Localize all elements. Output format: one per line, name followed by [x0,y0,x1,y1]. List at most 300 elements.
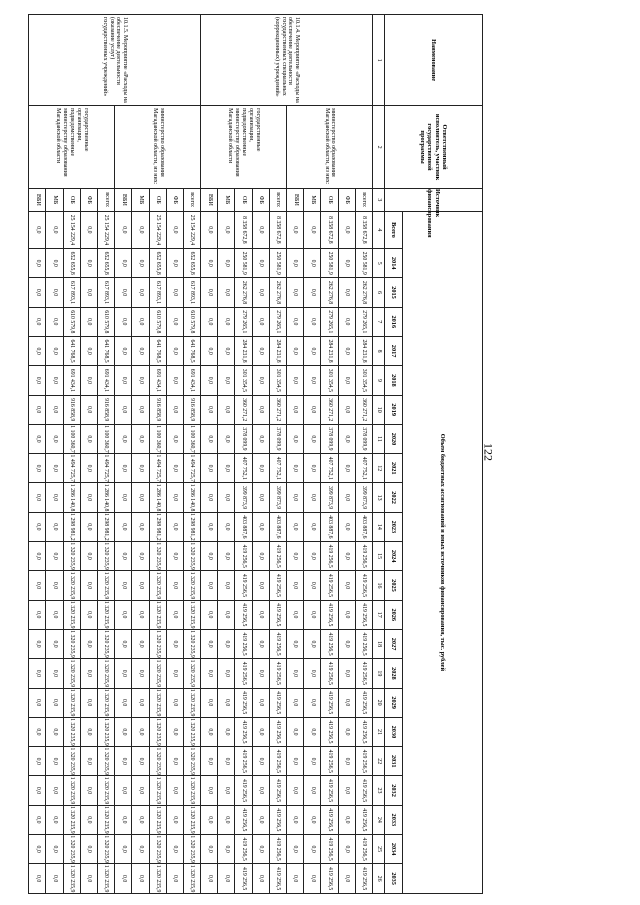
year-value-cell: 1 320 235,9 [149,571,166,600]
year-value-cell: 0,0 [338,278,355,307]
year-value-cell: 1 320 235,9 [63,659,80,688]
header-year: 2016 [385,307,403,336]
year-value-cell: 407 752,1 [235,454,252,483]
year-value-cell: 0,0 [287,278,304,307]
year-value-cell: 0,0 [166,864,183,894]
year-value-cell: 0,0 [29,366,46,395]
year-value-cell: 419 256,5 [235,571,252,600]
header-year: 2022 [385,483,403,512]
year-value-cell: 0,0 [252,571,269,600]
year-value-cell: 0,0 [218,571,235,600]
year-value-cell: 0,0 [166,805,183,834]
year-value-cell: 0,0 [80,776,97,805]
year-value-cell: 360 271,2 [269,395,286,424]
year-value-cell: 419 256,5 [235,659,252,688]
column-number: 3 [373,189,385,212]
year-value-cell: 0,0 [304,688,321,717]
total-cell: 0,0 [252,211,269,248]
year-value-cell: 0,0 [304,805,321,834]
year-value-cell: 0,0 [304,864,321,894]
year-value-cell: 0,0 [166,776,183,805]
year-value-cell: 0,0 [115,747,132,776]
header-year: 2023 [385,512,403,541]
column-number: 7 [373,307,385,336]
year-value-cell: 1 320 235,9 [63,747,80,776]
total-cell: 0,0 [338,211,355,248]
year-value-cell: 419 256,5 [321,629,338,658]
year-value-cell: 0,0 [287,542,304,571]
year-value-cell: 419 256,5 [269,805,286,834]
year-value-cell: 0,0 [252,366,269,395]
year-value-cell: 1 298 981,2 [63,512,80,541]
year-value-cell: 0,0 [46,307,63,336]
year-value-cell: 0,0 [46,278,63,307]
year-value-cell: 360 271,2 [235,395,252,424]
year-value-cell: 419 256,5 [355,717,372,746]
year-value-cell: 1 100 360,7 [149,424,166,453]
year-value-cell: 0,0 [46,336,63,365]
year-value-cell: 0,0 [46,776,63,805]
year-value-cell: 1 320 235,9 [63,835,80,864]
year-value-cell: 0,0 [132,659,149,688]
column-number: 22 [373,747,385,776]
year-value-cell: 419 256,5 [321,600,338,629]
year-value-cell: 0,0 [115,805,132,834]
year-value-cell: 0,0 [201,424,218,453]
year-value-cell: 0,0 [29,571,46,600]
year-value-cell: 0,0 [29,278,46,307]
year-value-cell: 1 320 235,9 [183,571,200,600]
header-source: Источник финансирования [385,189,483,212]
year-value-cell: 0,0 [201,454,218,483]
year-value-cell: 641 768,5 [149,336,166,365]
year-value-cell: 0,0 [29,776,46,805]
column-number: 9 [373,366,385,395]
year-value-cell: 1 320 235,9 [183,659,200,688]
year-value-cell: 1 320 235,9 [98,717,115,746]
year-value-cell: 0,0 [80,307,97,336]
year-value-cell: 0,0 [218,776,235,805]
year-value-cell: 284 231,8 [235,336,252,365]
year-value-cell: 419 256,5 [355,542,372,571]
year-value-cell: 419 256,5 [235,747,252,776]
year-value-cell: 0,0 [338,659,355,688]
year-value-cell: 0,0 [218,805,235,834]
year-value-cell: 419 256,5 [321,542,338,571]
year-value-cell: 0,0 [304,249,321,278]
year-value-cell: 0,0 [218,483,235,512]
year-value-cell: 0,0 [132,336,149,365]
total-cell: 0,0 [166,211,183,248]
year-value-cell: 250 581,9 [321,249,338,278]
header-year: 2029 [385,688,403,717]
header-year: 2031 [385,747,403,776]
header-year: 2032 [385,776,403,805]
year-value-cell: 1 320 235,9 [149,835,166,864]
year-value-cell: 1 320 235,9 [183,542,200,571]
total-cell: 8 358 672,8 [235,211,252,248]
source-cell: ВБИ [29,189,46,212]
year-value-cell: 610 579,8 [63,307,80,336]
year-value-cell: 0,0 [252,747,269,776]
year-value-cell: 0,0 [218,278,235,307]
year-value-cell: 262 276,8 [235,278,252,307]
year-value-cell: 0,0 [304,747,321,776]
year-value-cell: 0,0 [80,629,97,658]
year-value-cell: 0,0 [201,659,218,688]
total-cell: 25 154 229,4 [149,211,166,248]
year-value-cell: 419 256,5 [355,864,372,894]
year-value-cell: 0,0 [252,542,269,571]
source-cell: ОБ [149,189,166,212]
page-number: 122 [481,443,496,461]
year-value-cell: 0,0 [132,835,149,864]
year-value-cell: 0,0 [132,600,149,629]
year-value-cell: 399 873,9 [235,483,252,512]
year-value-cell: 419 256,5 [355,805,372,834]
year-value-cell: 419 256,5 [355,659,372,688]
source-cell: всего: [183,189,200,212]
year-value-cell: 0,0 [338,747,355,776]
year-value-cell: 419 256,5 [235,864,252,894]
year-value-cell: 1 320 235,9 [149,717,166,746]
year-value-cell: 1 320 235,9 [183,717,200,746]
year-value-cell: 0,0 [29,805,46,834]
year-value-cell: 1 320 235,9 [149,629,166,658]
year-value-cell: 0,0 [80,864,97,894]
year-value-cell: 0,0 [115,483,132,512]
executor-cell: министерство образования Магаданской области, из них: [115,106,201,189]
year-value-cell: 0,0 [338,600,355,629]
year-value-cell: 0,0 [46,629,63,658]
header-year: 2033 [385,805,403,834]
year-value-cell: 0,0 [218,336,235,365]
year-value-cell: 691 434,1 [149,366,166,395]
year-value-cell: 610 579,8 [98,307,115,336]
year-value-cell: 0,0 [46,600,63,629]
year-value-cell: 0,0 [166,542,183,571]
year-value-cell: 1 298 981,2 [149,512,166,541]
year-value-cell: 419 256,5 [269,835,286,864]
header-executor: Ответственный исполнитель, участник государственной программы [385,106,483,189]
year-value-cell: 0,0 [287,512,304,541]
header-year: 2035 [385,864,403,894]
source-cell: МБ [46,189,63,212]
year-value-cell: 610 579,8 [149,307,166,336]
year-value-cell: 0,0 [166,571,183,600]
year-value-cell: 0,0 [304,512,321,541]
year-value-cell: 0,0 [166,717,183,746]
year-value-cell: 378 099,9 [235,424,252,453]
year-value-cell: 1 320 235,9 [98,600,115,629]
header-year: 2028 [385,659,403,688]
year-value-cell: 1 320 235,9 [98,835,115,864]
header-year: 2019 [385,395,403,424]
year-value-cell: 0,0 [287,336,304,365]
column-number: 2 [373,106,385,189]
year-value-cell: 0,0 [115,835,132,864]
year-value-cell: 378 099,9 [321,424,338,453]
header-year: 2030 [385,717,403,746]
year-value-cell: 0,0 [166,454,183,483]
year-value-cell: 419 256,5 [235,776,252,805]
year-value-cell: 0,0 [201,571,218,600]
year-value-cell: 1 494 725,7 [183,454,200,483]
year-value-cell: 419 256,5 [235,600,252,629]
year-value-cell: 1 320 235,9 [98,542,115,571]
year-value-cell: 0,0 [201,776,218,805]
year-value-cell: 0,0 [80,805,97,834]
year-value-cell: 0,0 [252,629,269,658]
year-value-cell: 0,0 [287,395,304,424]
year-value-cell: 0,0 [29,512,46,541]
year-value-cell: 0,0 [338,395,355,424]
year-value-cell: 0,0 [201,747,218,776]
year-value-cell: 0,0 [338,571,355,600]
year-value-cell: 0,0 [201,864,218,894]
year-value-cell: 0,0 [29,717,46,746]
year-value-cell: 0,0 [304,424,321,453]
year-value-cell: 419 256,5 [355,835,372,864]
year-value-cell: 0,0 [132,688,149,717]
source-cell: ОБ [235,189,252,212]
year-value-cell: 419 256,5 [235,629,252,658]
header-year: 2026 [385,600,403,629]
year-value-cell: 0,0 [46,688,63,717]
column-number: 12 [373,454,385,483]
year-value-cell: 419 256,5 [355,629,372,658]
year-value-cell: 378 099,9 [269,424,286,453]
year-value-cell: 610 579,8 [183,307,200,336]
year-value-cell: 652 655,8 [149,249,166,278]
year-value-cell: 1 298 981,2 [183,512,200,541]
year-value-cell: 641 768,5 [183,336,200,365]
year-value-cell: 403 887,6 [269,512,286,541]
year-value-cell: 0,0 [166,512,183,541]
year-value-cell: 419 256,5 [235,805,252,834]
year-value-cell: 1 286 140,8 [183,483,200,512]
year-value-cell: 0,0 [80,424,97,453]
year-value-cell: 0,0 [218,366,235,395]
column-number: 11 [373,424,385,453]
year-value-cell: 0,0 [29,600,46,629]
year-value-cell: 0,0 [46,542,63,571]
year-value-cell: 0,0 [166,249,183,278]
year-value-cell: 0,0 [166,747,183,776]
year-value-cell: 284 231,8 [321,336,338,365]
source-cell: ВБИ [201,189,218,212]
year-value-cell: 0,0 [304,278,321,307]
header-year: 2015 [385,278,403,307]
year-value-cell: 403 887,6 [321,512,338,541]
year-value-cell: 617 893,1 [149,278,166,307]
year-value-cell: 652 655,8 [63,249,80,278]
year-value-cell: 0,0 [29,454,46,483]
year-value-cell: 419 256,5 [355,747,372,776]
year-value-cell: 0,0 [46,454,63,483]
header-year: 2024 [385,542,403,571]
header-year: 2017 [385,336,403,365]
year-value-cell: 0,0 [80,483,97,512]
year-value-cell: 0,0 [287,747,304,776]
year-value-cell: 0,0 [29,864,46,894]
year-value-cell: 0,0 [80,835,97,864]
year-value-cell: 0,0 [80,512,97,541]
column-number: 18 [373,629,385,658]
year-value-cell: 0,0 [304,336,321,365]
year-value-cell: 0,0 [252,717,269,746]
year-value-cell: 0,0 [218,395,235,424]
year-value-cell: 0,0 [29,542,46,571]
year-value-cell: 916 858,9 [149,395,166,424]
year-value-cell: 262 276,8 [355,278,372,307]
year-value-cell: 0,0 [338,512,355,541]
year-value-cell: 1 320 235,9 [98,659,115,688]
year-value-cell: 1 286 140,8 [149,483,166,512]
year-value-cell: 0,0 [115,688,132,717]
year-value-cell: 0,0 [338,542,355,571]
year-value-cell: 301 354,5 [235,366,252,395]
year-value-cell: 0,0 [338,629,355,658]
source-cell: МБ [304,189,321,212]
header-total: Всего [385,211,403,248]
year-value-cell: 1 320 235,9 [183,747,200,776]
year-value-cell: 419 256,5 [321,835,338,864]
year-value-cell: 0,0 [115,600,132,629]
year-value-cell: 0,0 [201,629,218,658]
year-value-cell: 0,0 [201,542,218,571]
column-number: 6 [373,278,385,307]
year-value-cell: 0,0 [29,629,46,658]
year-value-cell: 407 752,1 [269,454,286,483]
year-value-cell: 0,0 [287,307,304,336]
year-value-cell: 1 320 235,9 [98,629,115,658]
column-number: 20 [373,688,385,717]
year-value-cell: 0,0 [115,366,132,395]
year-value-cell: 0,0 [252,307,269,336]
total-cell: 8 358 672,8 [321,211,338,248]
header-year: 2034 [385,835,403,864]
year-value-cell: 0,0 [218,454,235,483]
column-number: 14 [373,512,385,541]
year-value-cell: 250 581,9 [235,249,252,278]
header-year: 2021 [385,454,403,483]
year-value-cell: 617 893,1 [63,278,80,307]
year-value-cell: 360 271,2 [321,395,338,424]
year-value-cell: 0,0 [201,483,218,512]
year-value-cell: 0,0 [29,424,46,453]
year-value-cell: 0,0 [338,454,355,483]
year-value-cell: 0,0 [29,395,46,424]
year-value-cell: 1 320 235,9 [98,805,115,834]
column-number: 4 [373,211,385,248]
year-value-cell: 0,0 [132,571,149,600]
year-value-cell: 1 320 235,9 [98,688,115,717]
year-value-cell: 0,0 [115,776,132,805]
table-row [183,15,200,894]
column-number: 19 [373,659,385,688]
year-value-cell: 0,0 [287,424,304,453]
year-value-cell: 250 581,9 [355,249,372,278]
year-value-cell: 0,0 [252,688,269,717]
year-value-cell: 0,0 [132,864,149,894]
year-value-cell: 617 893,1 [183,278,200,307]
year-value-cell: 0,0 [115,542,132,571]
year-value-cell: 0,0 [252,278,269,307]
year-value-cell: 0,0 [218,688,235,717]
year-value-cell: 641 768,5 [63,336,80,365]
year-value-cell: 403 887,6 [235,512,252,541]
year-value-cell: 0,0 [132,512,149,541]
header-name: Наименование [385,15,483,106]
year-value-cell: 0,0 [252,864,269,894]
year-value-cell: 0,0 [218,659,235,688]
year-value-cell: 1 320 235,9 [183,805,200,834]
year-value-cell: 0,0 [29,688,46,717]
year-value-cell: 0,0 [80,659,97,688]
year-value-cell: 399 873,9 [355,483,372,512]
year-value-cell: 1 320 235,9 [63,864,80,894]
source-cell: всего: [355,189,372,212]
year-value-cell: 419 256,5 [355,776,372,805]
year-value-cell: 0,0 [115,424,132,453]
year-value-cell: 0,0 [338,483,355,512]
year-value-cell: 0,0 [287,717,304,746]
year-value-cell: 0,0 [304,366,321,395]
year-value-cell: 0,0 [115,629,132,658]
year-value-cell: 407 752,1 [355,454,372,483]
year-value-cell: 419 256,5 [235,542,252,571]
year-value-cell: 0,0 [338,805,355,834]
column-number: 26 [373,864,385,894]
header-funding-group: Объем бюджетных ассигнований и иных источников финансирования, тыс. рублей [403,211,483,893]
activity-name-cell: 10.1.4. Мероприятие «Расходы на обеспечение деятельности государственных специальных (коррекционных) учреждений» [201,15,373,106]
year-value-cell: 0,0 [338,336,355,365]
year-value-cell: 1 298 981,2 [98,512,115,541]
year-value-cell: 419 256,5 [269,864,286,894]
year-value-cell: 0,0 [80,542,97,571]
year-value-cell: 0,0 [115,717,132,746]
year-value-cell: 0,0 [304,717,321,746]
year-value-cell: 0,0 [338,249,355,278]
year-value-cell: 419 256,5 [321,688,338,717]
year-value-cell: 0,0 [287,659,304,688]
year-value-cell: 1 320 235,9 [98,776,115,805]
year-value-cell: 0,0 [218,307,235,336]
year-value-cell: 0,0 [304,483,321,512]
year-value-cell: 0,0 [132,366,149,395]
year-value-cell: 1 320 235,9 [183,600,200,629]
total-cell: 25 154 229,4 [63,211,80,248]
year-value-cell: 0,0 [132,483,149,512]
year-value-cell: 301 354,5 [321,366,338,395]
year-value-cell: 403 887,6 [355,512,372,541]
year-value-cell: 0,0 [287,600,304,629]
year-value-cell: 0,0 [29,659,46,688]
year-value-cell: 1 494 725,7 [149,454,166,483]
year-value-cell: 652 655,8 [183,249,200,278]
year-value-cell: 1 320 235,9 [98,571,115,600]
source-cell: ВБИ [287,189,304,212]
source-cell: ОБ [321,189,338,212]
year-value-cell: 0,0 [201,307,218,336]
source-cell: ФБ [80,189,97,212]
year-value-cell: 0,0 [46,366,63,395]
year-value-cell: 0,0 [201,600,218,629]
year-value-cell: 399 873,9 [269,483,286,512]
year-value-cell: 1 100 360,7 [183,424,200,453]
header-row-main [403,15,483,894]
